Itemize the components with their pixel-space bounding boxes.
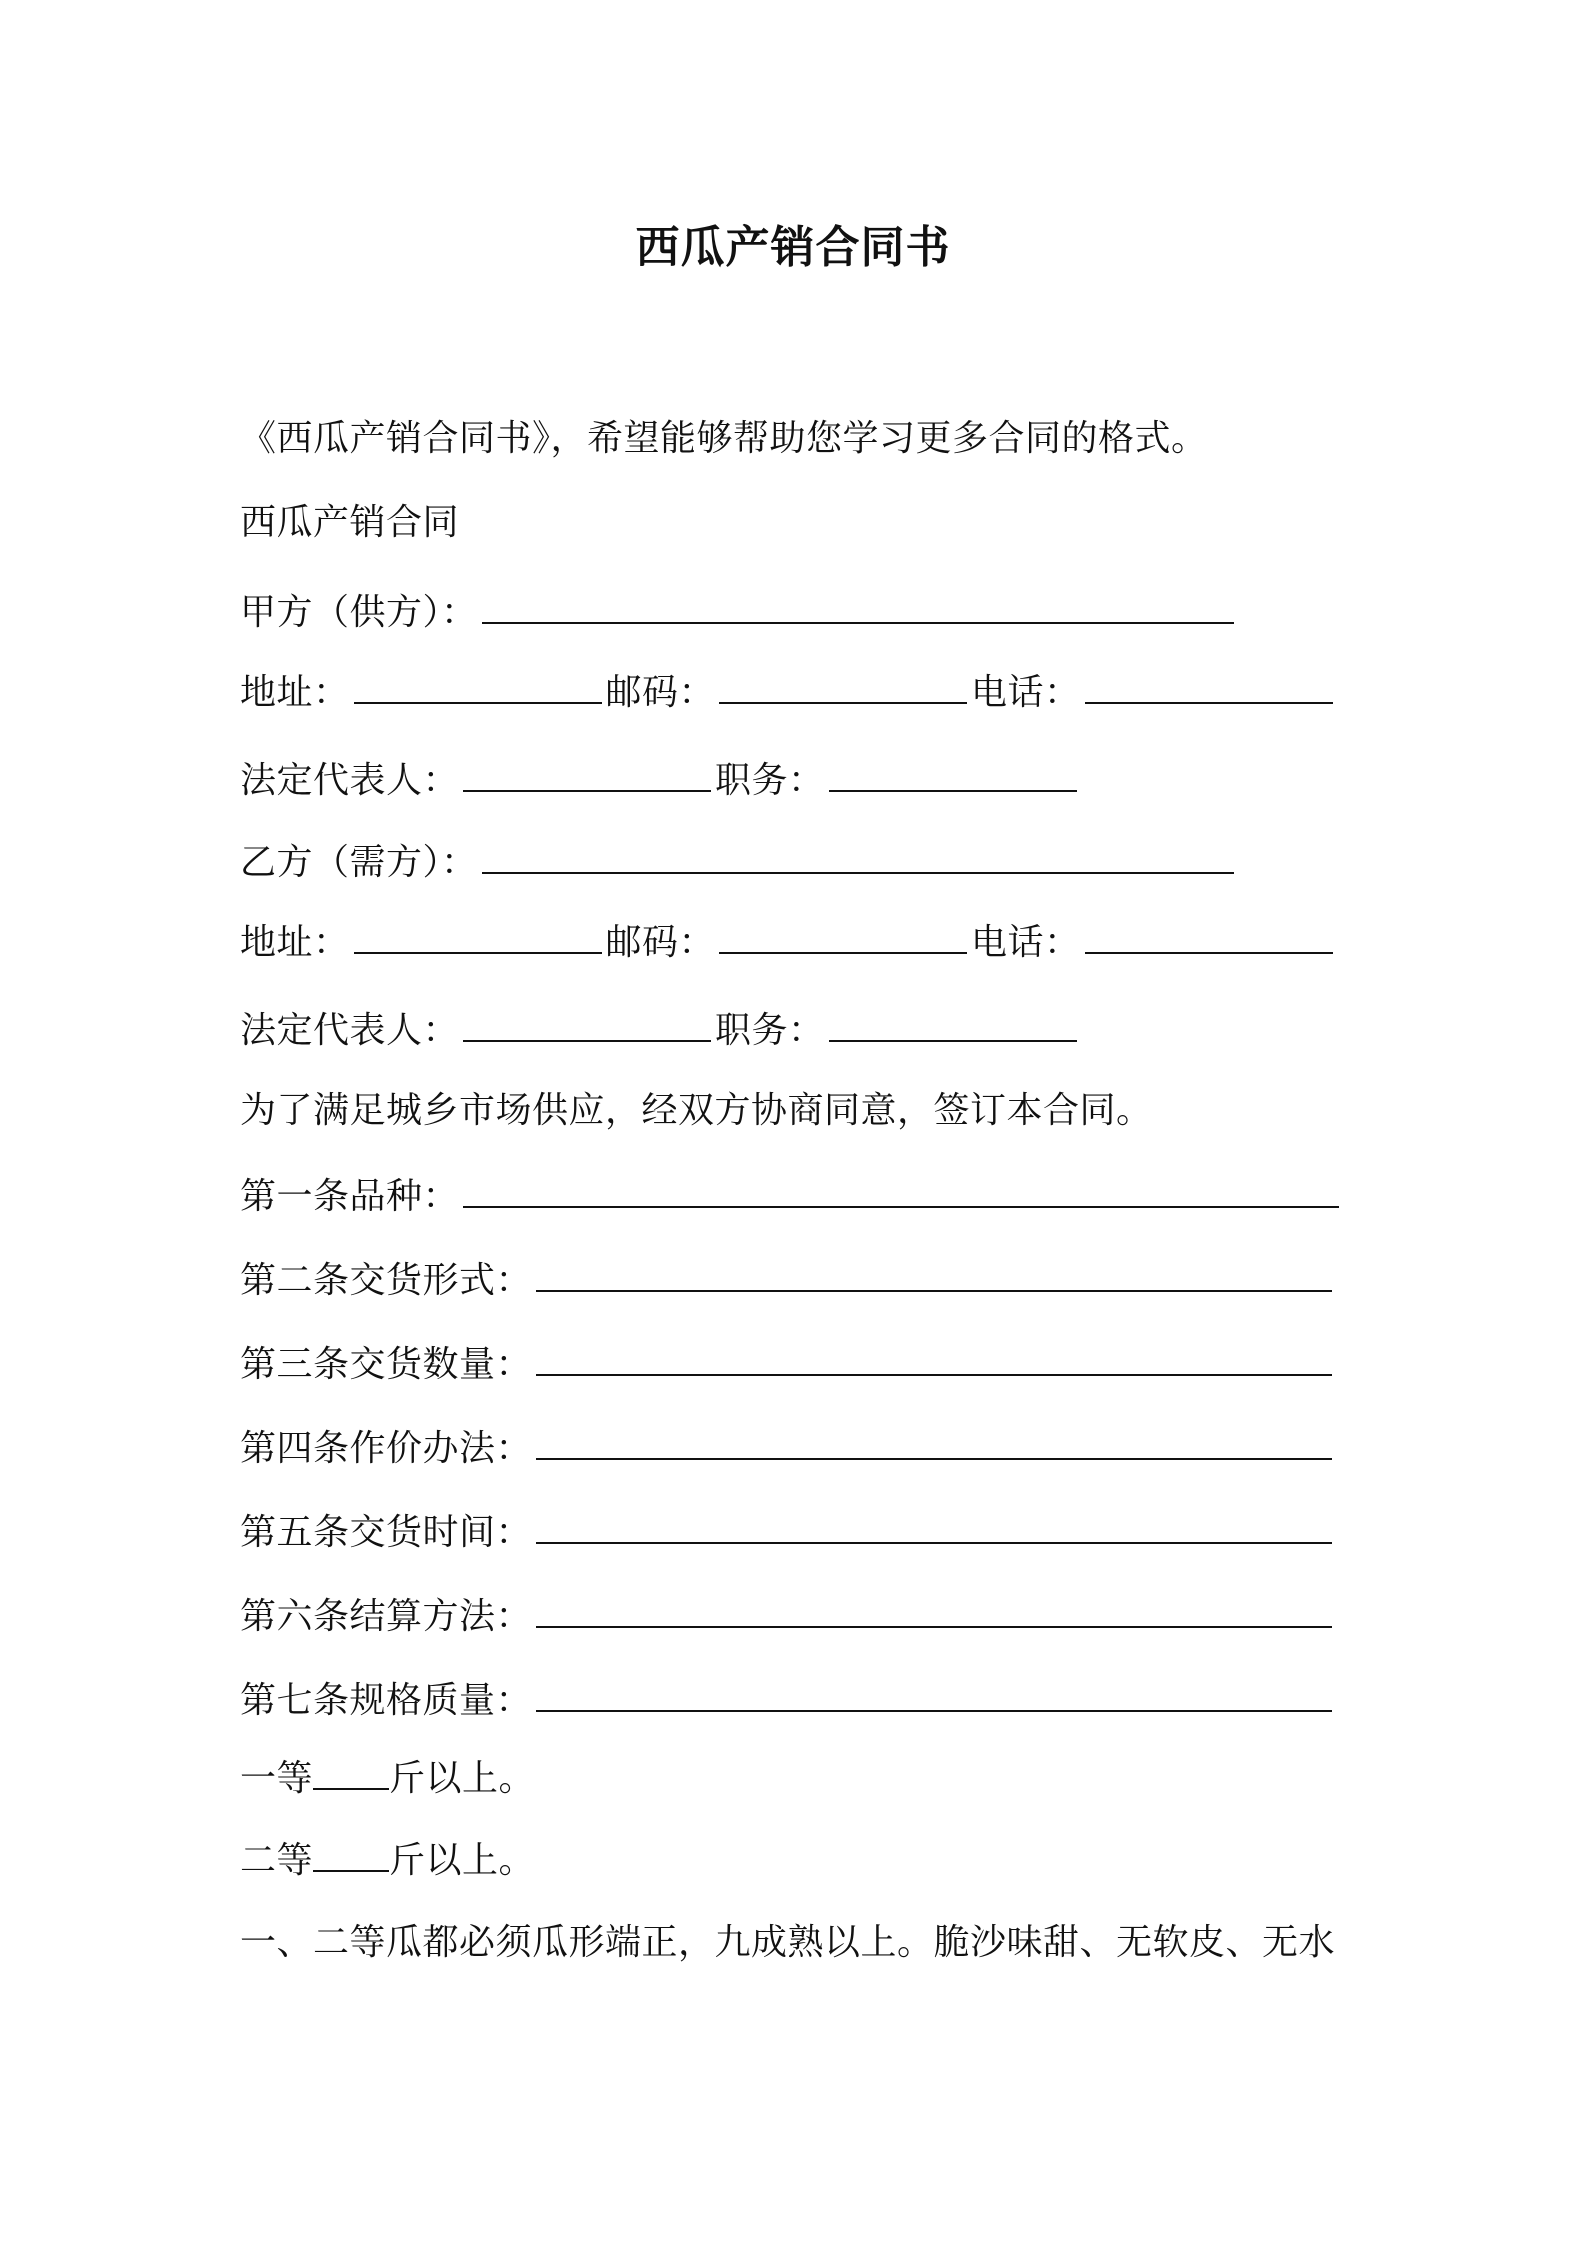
article-label: 第六条结算方法：	[240, 1596, 533, 1637]
party-a-rep-line	[240, 756, 1081, 806]
grade-first-line	[240, 1754, 535, 1804]
party-b-rep-label: 法定代表人：	[240, 1010, 460, 1051]
party-b-position-label: 职务：	[715, 1010, 825, 1051]
article-blank[interactable]	[536, 1592, 1332, 1628]
grade-second-suffix: 斤以上。	[389, 1840, 536, 1881]
article-blank[interactable]	[536, 1508, 1332, 1544]
party-a-contact-line	[240, 668, 1337, 718]
article-line	[240, 1340, 1336, 1390]
party-a-position-label: 职务：	[715, 760, 825, 801]
party-a-label: 甲方（供方）：	[240, 592, 478, 633]
article-label: 第七条规格质量：	[240, 1680, 533, 1721]
party-b-rep-line	[240, 1006, 1081, 1056]
article-label: 第三条交货数量：	[240, 1344, 533, 1385]
party-a-address-blank[interactable]	[354, 668, 602, 704]
article-blank[interactable]	[536, 1256, 1332, 1292]
party-b-label: 乙方（需方）：	[240, 842, 478, 883]
party-b-address-blank[interactable]	[354, 918, 602, 954]
party-a-zip-label: 邮码：	[605, 672, 716, 713]
article-label: 第一条品种：	[240, 1176, 460, 1217]
document-title: 西瓜产销合同书	[635, 222, 951, 273]
article-line	[240, 1592, 1336, 1642]
grade-first-prefix: 一等	[240, 1758, 314, 1799]
article-blank[interactable]	[536, 1424, 1332, 1460]
grade-second-blank[interactable]	[313, 1836, 389, 1872]
grade-first-suffix: 斤以上。	[389, 1758, 536, 1799]
article-label: 第二条交货形式：	[240, 1260, 533, 1301]
article-blank[interactable]	[536, 1340, 1332, 1376]
grade-second-prefix: 二等	[240, 1840, 314, 1881]
article-line	[240, 1256, 1336, 1306]
party-a-blank[interactable]	[482, 588, 1234, 624]
article-label: 第五条交货时间：	[240, 1512, 533, 1553]
intro-text: 《西瓜产销合同书》，希望能够帮助您学习更多合同的格式。	[240, 418, 1208, 459]
party-a-rep-label: 法定代表人：	[240, 760, 460, 801]
party-b-zip-label: 邮码：	[605, 922, 716, 963]
article-line	[240, 1424, 1336, 1474]
party-a-rep-blank[interactable]	[463, 756, 711, 792]
party-b-contact-line	[240, 918, 1337, 968]
party-b-blank[interactable]	[482, 838, 1234, 874]
party-a-phone-label: 电话：	[971, 672, 1081, 713]
article-blank[interactable]	[536, 1676, 1332, 1712]
grade-second-line	[240, 1836, 535, 1886]
party-a-position-blank[interactable]	[829, 756, 1077, 792]
party-a-phone-blank[interactable]	[1085, 668, 1333, 704]
party-b-line	[240, 838, 1238, 888]
article-line	[240, 1172, 1343, 1222]
party-b-address-label: 地址：	[240, 922, 350, 963]
party-b-rep-blank[interactable]	[463, 1006, 711, 1042]
preamble-text: 为了满足城乡市场供应，经双方协商同意，签订本合同。	[240, 1090, 1153, 1131]
party-a-zip-blank[interactable]	[719, 668, 967, 704]
contract-subtitle: 西瓜产销合同	[240, 502, 460, 543]
party-a-address-label: 地址：	[240, 672, 350, 713]
article-label: 第四条作价办法：	[240, 1428, 533, 1469]
article-blank[interactable]	[463, 1172, 1339, 1208]
article-line	[240, 1508, 1336, 1558]
party-a-line	[240, 588, 1238, 638]
grade-first-blank[interactable]	[313, 1754, 389, 1790]
party-b-zip-blank[interactable]	[719, 918, 967, 954]
party-b-phone-blank[interactable]	[1085, 918, 1333, 954]
party-b-phone-label: 电话：	[971, 922, 1081, 963]
party-b-position-blank[interactable]	[829, 1006, 1077, 1042]
quality-text: 一、二等瓜都必须瓜形端正，九成熟以上。脆沙味甜、无软皮、无水	[240, 1922, 1336, 1963]
article-line	[240, 1676, 1336, 1726]
